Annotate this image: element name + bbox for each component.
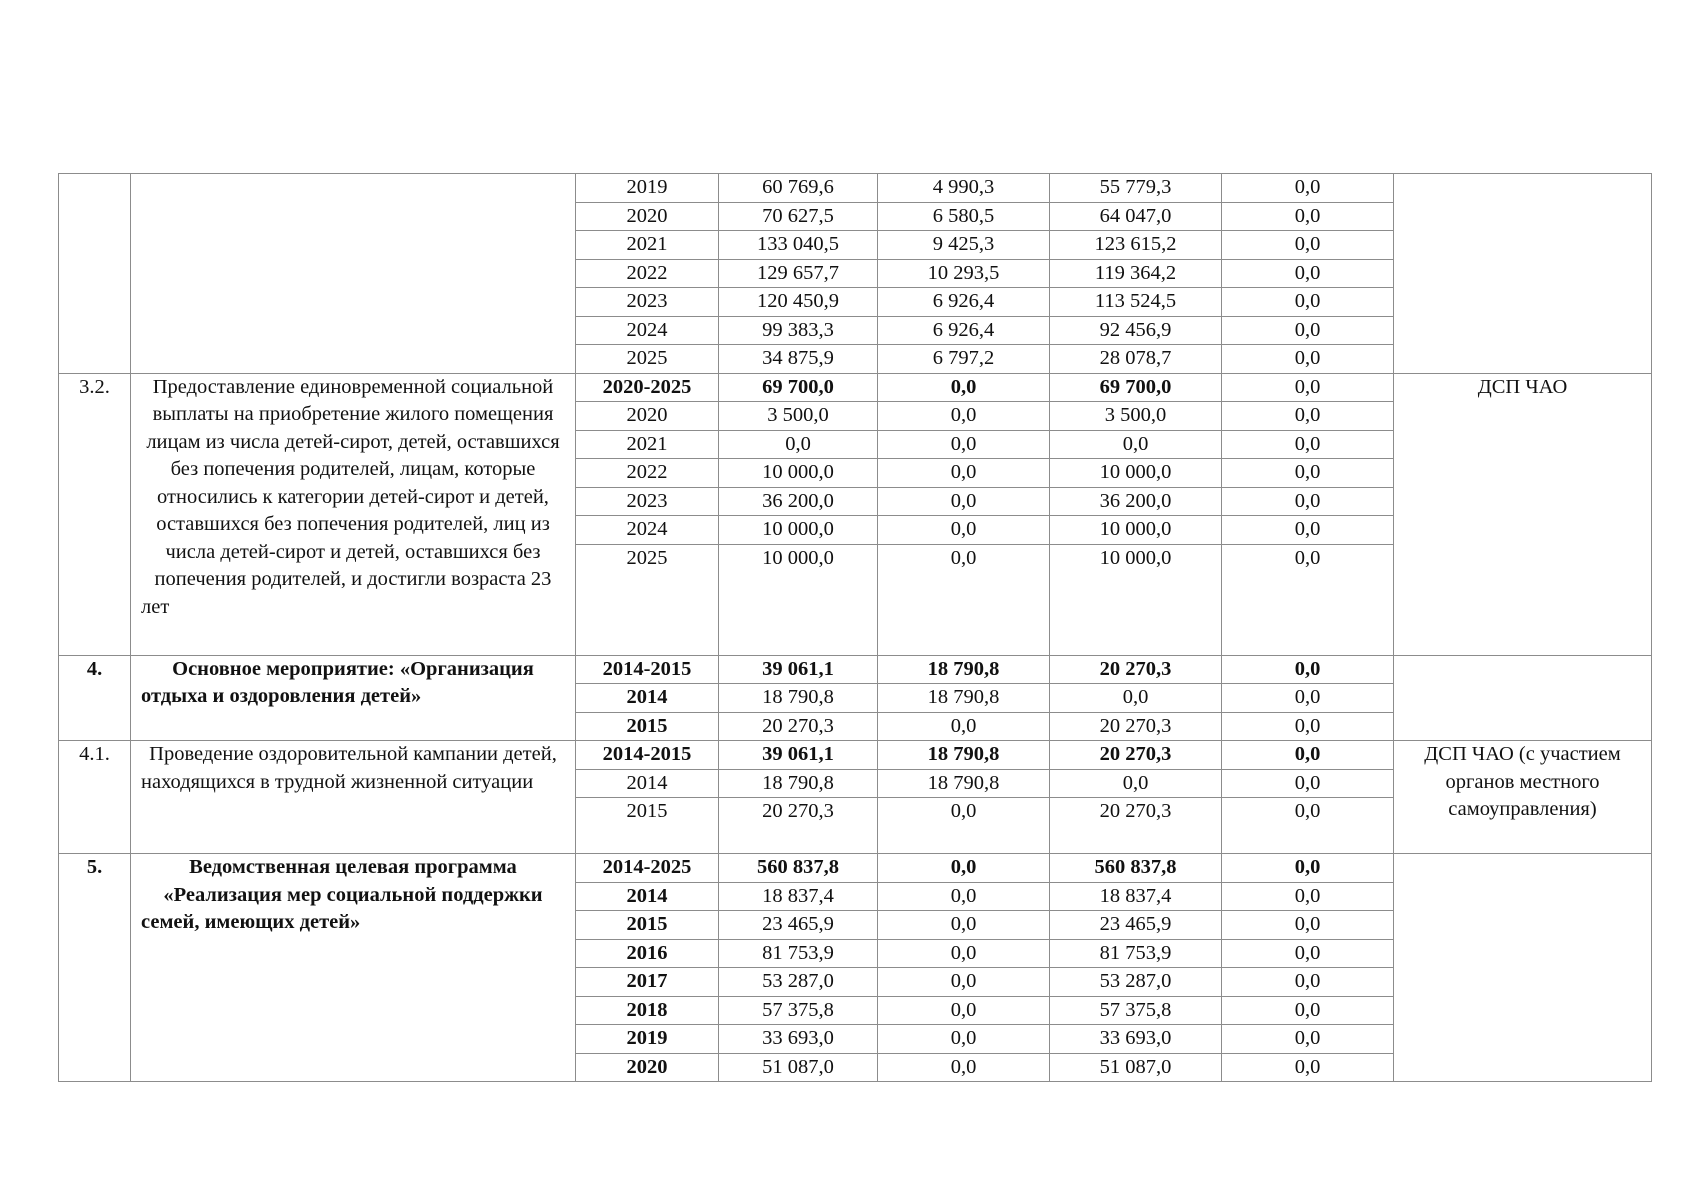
regional-cell: 53 287,0 [1050, 968, 1222, 997]
regional-cell: 51 087,0 [1050, 1053, 1222, 1082]
year-cell: 2022 [576, 459, 719, 488]
item-number-cell: 4.1. [59, 741, 131, 854]
total-cell: 53 287,0 [719, 968, 878, 997]
other-cell: 0,0 [1222, 430, 1394, 459]
year-cell: 2020 [576, 202, 719, 231]
year-cell: 2024 [576, 316, 719, 345]
regional-cell: 55 779,3 [1050, 174, 1222, 203]
year-cell: 2019 [576, 1025, 719, 1054]
year-cell: 2025 [576, 345, 719, 374]
other-cell: 0,0 [1222, 202, 1394, 231]
other-cell: 0,0 [1222, 544, 1394, 655]
year-cell: 2017 [576, 968, 719, 997]
item-name-cell: Основное мероприятие: «Организация отдыха и оздоровления детей» [131, 655, 576, 741]
federal-cell: 18 790,8 [878, 741, 1050, 770]
total-cell: 20 270,3 [719, 712, 878, 741]
other-cell: 0,0 [1222, 487, 1394, 516]
federal-cell: 9 425,3 [878, 231, 1050, 260]
federal-cell: 6 926,4 [878, 316, 1050, 345]
other-cell: 0,0 [1222, 373, 1394, 402]
federal-cell: 0,0 [878, 1053, 1050, 1082]
federal-cell: 0,0 [878, 911, 1050, 940]
total-cell: 33 693,0 [719, 1025, 878, 1054]
year-cell: 2014-2015 [576, 655, 719, 684]
total-cell: 3 500,0 [719, 402, 878, 431]
regional-cell: 0,0 [1050, 769, 1222, 798]
federal-cell: 0,0 [878, 939, 1050, 968]
year-cell: 2021 [576, 430, 719, 459]
year-cell: 2014 [576, 882, 719, 911]
item-name-cell: Проведение оздоровительной кампании детей, находящихся в трудной жизненной ситуации [131, 741, 576, 854]
other-cell: 0,0 [1222, 316, 1394, 345]
executor-cell [1394, 854, 1652, 1082]
regional-cell: 113 524,5 [1050, 288, 1222, 317]
other-cell: 0,0 [1222, 882, 1394, 911]
federal-cell: 0,0 [878, 1025, 1050, 1054]
regional-cell: 28 078,7 [1050, 345, 1222, 374]
year-cell: 2020-2025 [576, 373, 719, 402]
executor-cell: ДСП ЧАО [1394, 373, 1652, 655]
other-cell: 0,0 [1222, 231, 1394, 260]
total-cell: 39 061,1 [719, 655, 878, 684]
other-cell: 0,0 [1222, 1053, 1394, 1082]
regional-cell: 0,0 [1050, 430, 1222, 459]
table-row [59, 373, 1652, 402]
item-name-cell: Предоставление единовременной социальной выплаты на приобретение жилого помещения лицам из числа детей-сирот, детей, оставшихся без попечения родителей, лицам, которые относились к категории детей-сирот и детей, оставшихся без попечения родителей, лиц из числа детей-сирот и детей, оставшихся без попечения родителей, и достигли возраста 23 лет [131, 373, 576, 655]
year-cell: 2015 [576, 712, 719, 741]
regional-cell: 20 270,3 [1050, 798, 1222, 854]
item-number-cell: 5. [59, 854, 131, 1082]
year-cell: 2022 [576, 259, 719, 288]
year-cell: 2014-2025 [576, 854, 719, 883]
regional-cell: 10 000,0 [1050, 544, 1222, 655]
other-cell: 0,0 [1222, 911, 1394, 940]
other-cell: 0,0 [1222, 1025, 1394, 1054]
federal-cell: 6 926,4 [878, 288, 1050, 317]
federal-cell: 0,0 [878, 402, 1050, 431]
regional-cell: 0,0 [1050, 684, 1222, 713]
table-row [59, 174, 1652, 203]
total-cell: 36 200,0 [719, 487, 878, 516]
regional-cell: 10 000,0 [1050, 516, 1222, 545]
federal-cell: 0,0 [878, 516, 1050, 545]
total-cell: 81 753,9 [719, 939, 878, 968]
regional-cell: 119 364,2 [1050, 259, 1222, 288]
total-cell: 70 627,5 [719, 202, 878, 231]
executor-cell [1394, 655, 1652, 741]
other-cell: 0,0 [1222, 655, 1394, 684]
regional-cell: 18 837,4 [1050, 882, 1222, 911]
other-cell: 0,0 [1222, 288, 1394, 317]
other-cell: 0,0 [1222, 741, 1394, 770]
item-number-cell: 3.2. [59, 373, 131, 655]
item-name-cell: Ведомственная целевая программа «Реализация мер социальной поддержки семей, имеющих детей» [131, 854, 576, 1082]
regional-cell: 36 200,0 [1050, 487, 1222, 516]
other-cell: 0,0 [1222, 968, 1394, 997]
total-cell: 18 837,4 [719, 882, 878, 911]
total-cell: 99 383,3 [719, 316, 878, 345]
federal-cell: 18 790,8 [878, 684, 1050, 713]
total-cell: 133 040,5 [719, 231, 878, 260]
federal-cell: 10 293,5 [878, 259, 1050, 288]
federal-cell: 0,0 [878, 712, 1050, 741]
other-cell: 0,0 [1222, 516, 1394, 545]
federal-cell: 0,0 [878, 487, 1050, 516]
other-cell: 0,0 [1222, 996, 1394, 1025]
year-cell: 2023 [576, 487, 719, 516]
other-cell: 0,0 [1222, 712, 1394, 741]
other-cell: 0,0 [1222, 259, 1394, 288]
total-cell: 18 790,8 [719, 769, 878, 798]
regional-cell: 64 047,0 [1050, 202, 1222, 231]
federal-cell: 18 790,8 [878, 769, 1050, 798]
federal-cell: 0,0 [878, 968, 1050, 997]
year-cell: 2020 [576, 1053, 719, 1082]
year-cell: 2015 [576, 798, 719, 854]
total-cell: 69 700,0 [719, 373, 878, 402]
regional-cell: 69 700,0 [1050, 373, 1222, 402]
federal-cell: 0,0 [878, 798, 1050, 854]
table-row [59, 854, 1652, 883]
item-number-cell: 4. [59, 655, 131, 741]
year-cell: 2014-2015 [576, 741, 719, 770]
regional-cell: 20 270,3 [1050, 655, 1222, 684]
federal-cell: 0,0 [878, 459, 1050, 488]
other-cell: 0,0 [1222, 854, 1394, 883]
item-name-cell [131, 174, 576, 374]
total-cell: 10 000,0 [719, 544, 878, 655]
other-cell: 0,0 [1222, 798, 1394, 854]
year-cell: 2014 [576, 769, 719, 798]
federal-cell: 6 797,2 [878, 345, 1050, 374]
executor-cell [1394, 174, 1652, 374]
federal-cell: 0,0 [878, 544, 1050, 655]
other-cell: 0,0 [1222, 459, 1394, 488]
budget-table [58, 173, 1652, 1082]
total-cell: 51 087,0 [719, 1053, 878, 1082]
total-cell: 57 375,8 [719, 996, 878, 1025]
year-cell: 2019 [576, 174, 719, 203]
federal-cell: 0,0 [878, 430, 1050, 459]
total-cell: 10 000,0 [719, 459, 878, 488]
regional-cell: 123 615,2 [1050, 231, 1222, 260]
regional-cell: 20 270,3 [1050, 741, 1222, 770]
total-cell: 129 657,7 [719, 259, 878, 288]
federal-cell: 18 790,8 [878, 655, 1050, 684]
year-cell: 2025 [576, 544, 719, 655]
federal-cell: 6 580,5 [878, 202, 1050, 231]
regional-cell: 57 375,8 [1050, 996, 1222, 1025]
total-cell: 10 000,0 [719, 516, 878, 545]
total-cell: 60 769,6 [719, 174, 878, 203]
federal-cell: 0,0 [878, 373, 1050, 402]
federal-cell: 0,0 [878, 854, 1050, 883]
other-cell: 0,0 [1222, 402, 1394, 431]
executor-cell: ДСП ЧАО (с участием органов местного самоуправления) [1394, 741, 1652, 854]
total-cell: 18 790,8 [719, 684, 878, 713]
year-cell: 2021 [576, 231, 719, 260]
federal-cell: 0,0 [878, 996, 1050, 1025]
regional-cell: 560 837,8 [1050, 854, 1222, 883]
table-row [59, 655, 1652, 684]
other-cell: 0,0 [1222, 939, 1394, 968]
federal-cell: 0,0 [878, 882, 1050, 911]
regional-cell: 81 753,9 [1050, 939, 1222, 968]
year-cell: 2023 [576, 288, 719, 317]
regional-cell: 20 270,3 [1050, 712, 1222, 741]
year-cell: 2024 [576, 516, 719, 545]
federal-cell: 4 990,3 [878, 174, 1050, 203]
total-cell: 39 061,1 [719, 741, 878, 770]
total-cell: 560 837,8 [719, 854, 878, 883]
year-cell: 2020 [576, 402, 719, 431]
item-number-cell [59, 174, 131, 374]
other-cell: 0,0 [1222, 345, 1394, 374]
regional-cell: 3 500,0 [1050, 402, 1222, 431]
regional-cell: 33 693,0 [1050, 1025, 1222, 1054]
regional-cell: 10 000,0 [1050, 459, 1222, 488]
total-cell: 0,0 [719, 430, 878, 459]
year-cell: 2014 [576, 684, 719, 713]
regional-cell: 23 465,9 [1050, 911, 1222, 940]
other-cell: 0,0 [1222, 684, 1394, 713]
other-cell: 0,0 [1222, 769, 1394, 798]
year-cell: 2016 [576, 939, 719, 968]
year-cell: 2015 [576, 911, 719, 940]
table-row [59, 741, 1652, 770]
total-cell: 34 875,9 [719, 345, 878, 374]
year-cell: 2018 [576, 996, 719, 1025]
other-cell: 0,0 [1222, 174, 1394, 203]
total-cell: 23 465,9 [719, 911, 878, 940]
regional-cell: 92 456,9 [1050, 316, 1222, 345]
total-cell: 20 270,3 [719, 798, 878, 854]
total-cell: 120 450,9 [719, 288, 878, 317]
